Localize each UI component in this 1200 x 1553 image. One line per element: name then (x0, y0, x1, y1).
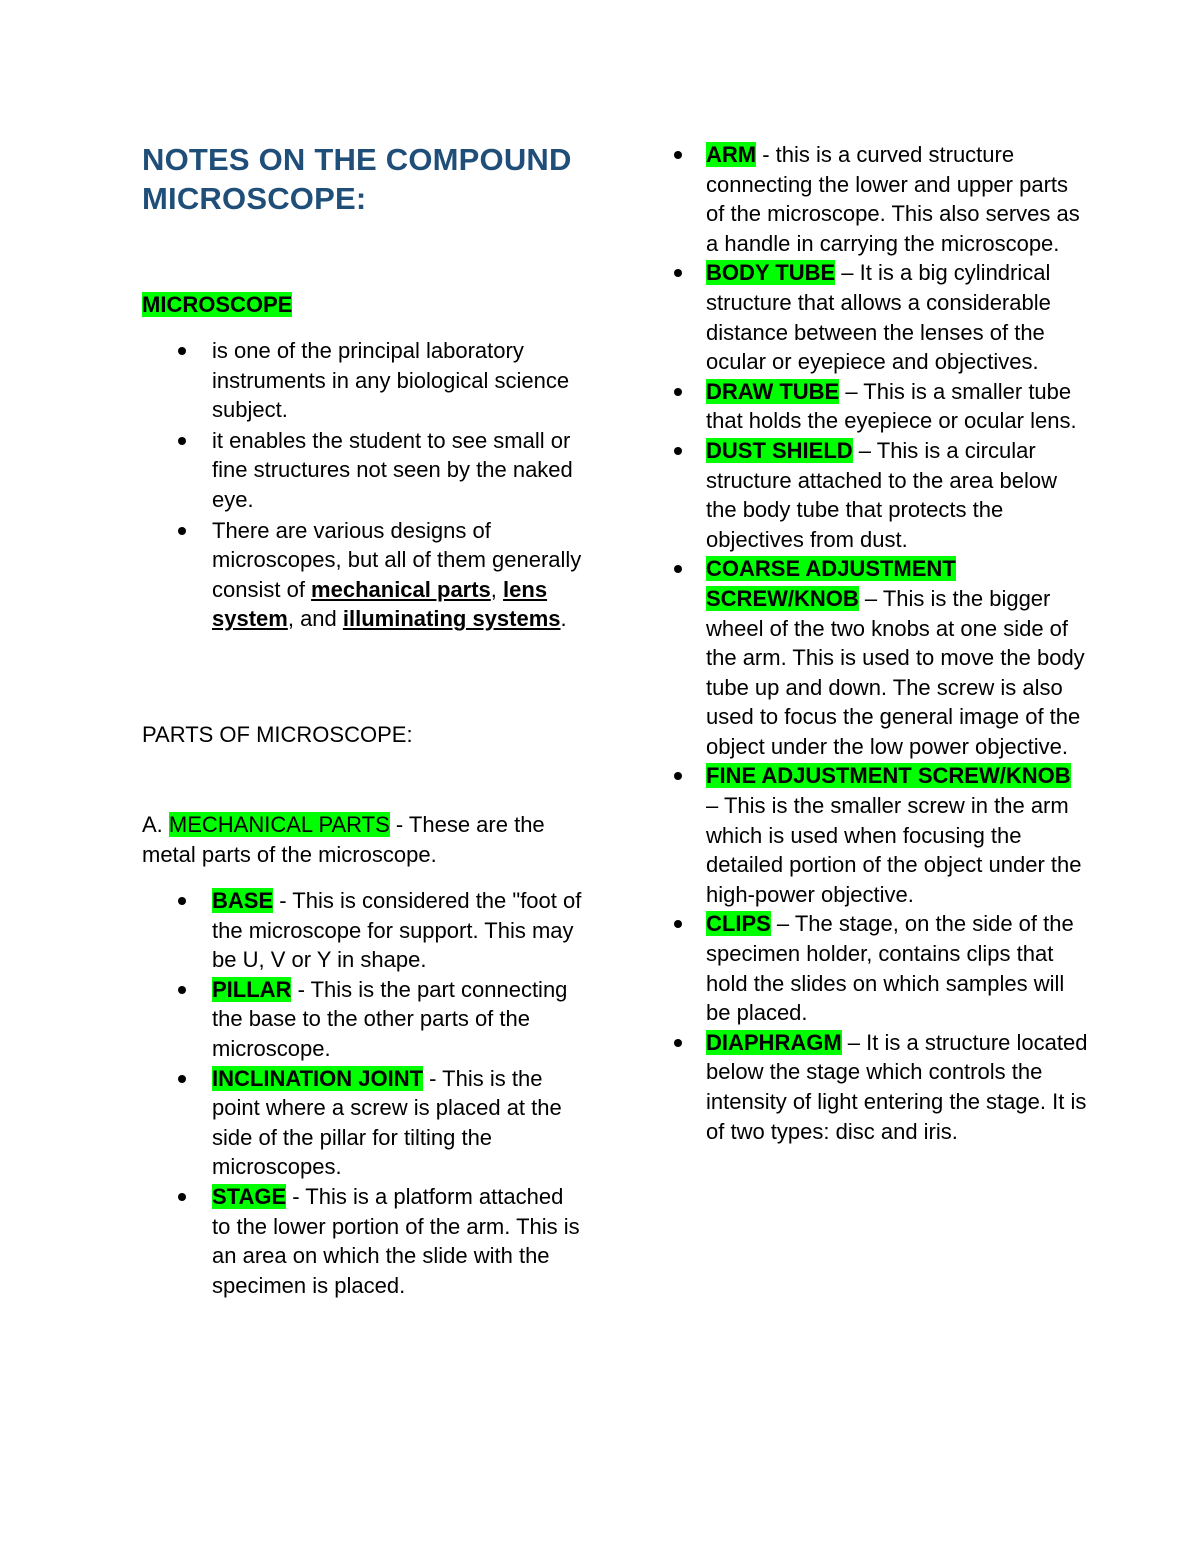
part-desc: – The stage, on the side of the specimen holder, contains clips that hold the slides on which samples will be placed. (706, 911, 1074, 1026)
list-item (142, 516, 582, 634)
part-desc: – This is a smaller tube that holds the eyepiece or ocular lens. (706, 378, 1077, 434)
designs-end: . (560, 606, 567, 632)
part-desc: - This is the part connecting the base to the other parts of the microscope. (212, 976, 568, 1061)
designs-separator: , (490, 576, 504, 602)
part-term: ARM (706, 142, 757, 167)
part-term: STAGE (212, 1183, 287, 1209)
mechanical-desc: - These are the metal parts of the microscope. (142, 812, 545, 867)
bullet-icon (674, 269, 682, 277)
mechanical-parts-list (142, 886, 582, 1300)
bullet-icon (674, 447, 682, 455)
microscope-bullet-text: it enables the student to see small or fine structures not seen by the naked eye. (212, 427, 573, 512)
bullet-icon (178, 897, 186, 905)
part-desc: - This is the point where a screw is placed at the side of the pillar for tilting the microscopes. (212, 1065, 562, 1180)
list-item (142, 1182, 582, 1300)
microscope-label: MICROSCOPE (142, 292, 293, 317)
list-item (668, 761, 1088, 909)
term-mechanical-parts: mechanical parts (311, 576, 491, 602)
bullet-icon (178, 986, 186, 994)
mechanical-label: MECHANICAL PARTS (168, 812, 390, 837)
list-item (668, 140, 1088, 258)
microscope-bullet-text: is one of the principal laboratory instruments in any biological science subject. (212, 338, 570, 423)
part-desc: - this is a curved structure connecting the lower and upper parts of the microscope. This also serves as a handle in carrying the microscope. (706, 142, 1080, 256)
part-term: DUST SHIELD (706, 437, 853, 463)
part-desc: – This is the smaller screw in the arm which is used when focusing the detailed portion of the object under the high-power objective. (706, 793, 1082, 907)
bullet-icon (674, 920, 682, 928)
microscope-bullet-list (142, 336, 582, 634)
designs-prefix: There are various designs of microscopes, but all of them generally consist of (212, 517, 582, 602)
bullet-icon (674, 1039, 682, 1047)
part-desc: - This is considered the "foot of the microscope for support. This may be U, V or Y in shape. (212, 888, 582, 973)
bullet-icon (674, 772, 682, 780)
list-item (142, 336, 582, 425)
part-term: BASE (212, 888, 274, 913)
part-term: COARSE ADJUSTMENT SCREW/KNOB (706, 556, 956, 611)
right-parts-list (668, 140, 1088, 1146)
list-item (668, 909, 1088, 1027)
bullet-icon (674, 565, 682, 573)
parts-heading: PARTS OF MICROSCOPE: (142, 722, 413, 747)
part-desc: - This is a platform attached to the lower portion of the arm. This is an area on which the slide with the specimen is placed. (212, 1183, 580, 1298)
mechanical-prefix: A. (142, 812, 169, 837)
bullet-icon (674, 388, 682, 396)
bullet-icon (178, 1193, 186, 1201)
list-item (668, 377, 1088, 436)
designs-separator: , and (287, 606, 343, 632)
term-lens-system: lens system (212, 576, 548, 632)
bullet-icon (178, 527, 186, 535)
list-item (668, 258, 1088, 376)
part-term: PILLAR (212, 976, 292, 1002)
right-column (668, 140, 1088, 1146)
part-term: DIAPHRAGM (706, 1029, 842, 1055)
part-desc: – It is a big cylindrical structure that allows a considerable distance between the lenses of the ocular or eyepiece and objectives. (706, 260, 1051, 375)
list-item (668, 554, 1088, 761)
term-illuminating-systems: illuminating systems (342, 606, 561, 632)
bullet-icon (178, 437, 186, 445)
bullet-icon (674, 151, 682, 159)
part-desc: – It is a structure located below the stage which controls the intensity of light entering the stage. It is of two types: disc and iris. (706, 1029, 1088, 1144)
mechanical-parts-intro (142, 810, 572, 869)
list-item (142, 886, 582, 975)
bullet-icon (178, 1075, 186, 1083)
part-term: FINE ADJUSTMENT SCREW/KNOB (706, 763, 1071, 789)
part-desc: – This is a circular structure attached to the area below the body tube that protects the objectives from dust. (706, 437, 1057, 552)
list-item (668, 1028, 1088, 1146)
part-term: BODY TUBE (706, 260, 836, 286)
page-title: NOTES ON THE COMPOUND MICROSCOPE: (142, 142, 572, 216)
bullet-icon (178, 347, 186, 355)
part-term: INCLINATION JOINT (212, 1065, 424, 1091)
part-desc: – This is the bigger wheel of the two knobs at one side of the arm. This is used to move the body tube up and down. The screw is also used to focus the general image of the object under the low power objective. (706, 585, 1085, 759)
list-item (142, 1064, 582, 1182)
microscope-section-label (142, 290, 292, 320)
list-item (142, 975, 582, 1064)
list-item (668, 436, 1088, 554)
part-term: DRAW TUBE (706, 378, 840, 404)
part-term: CLIPS (706, 911, 771, 937)
list-item (142, 426, 582, 515)
